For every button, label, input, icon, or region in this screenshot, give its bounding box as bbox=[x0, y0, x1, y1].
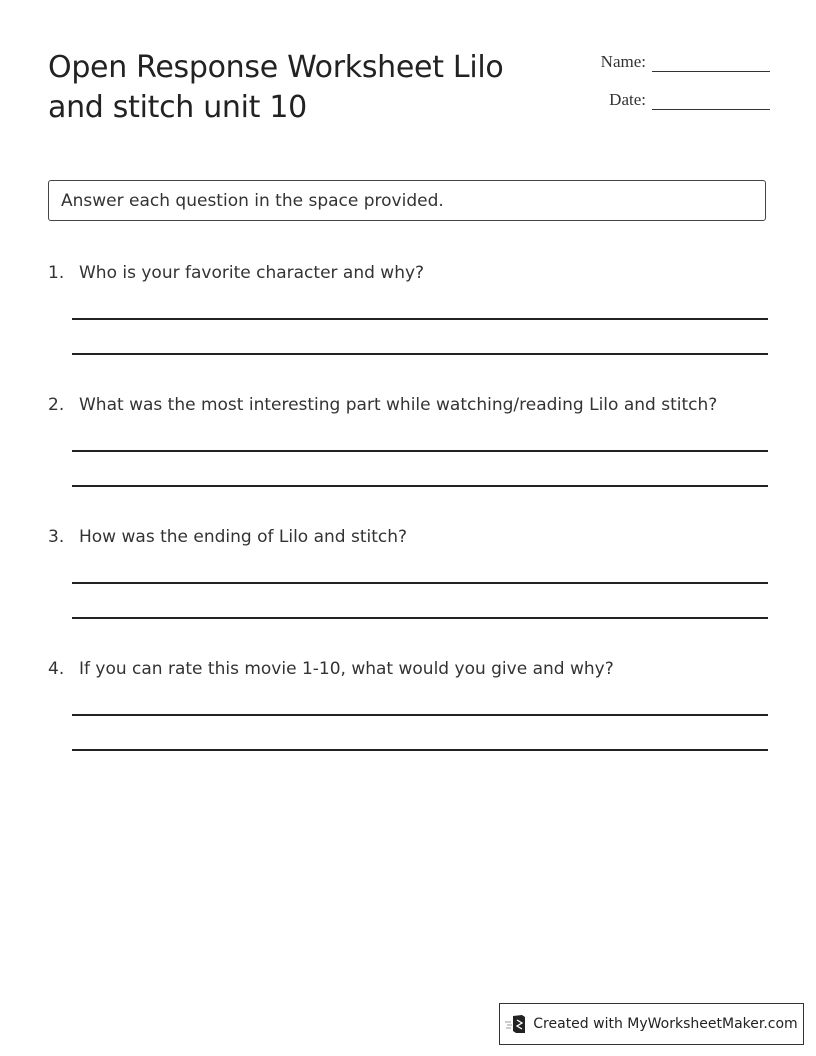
worksheet-title: Open Response Worksheet Lilo and stitch unit 10 bbox=[48, 50, 504, 125]
answer-line[interactable] bbox=[72, 582, 768, 584]
worksheet-logo-icon bbox=[505, 1014, 527, 1034]
question-3 bbox=[48, 527, 768, 547]
question-text: What was the most interesting part while watching/reading Lilo and stitch? bbox=[79, 395, 718, 415]
question-2 bbox=[48, 395, 768, 415]
date-field[interactable] bbox=[652, 91, 770, 110]
answer-line[interactable] bbox=[72, 714, 768, 716]
name-label: Name: bbox=[600, 52, 646, 71]
question-1 bbox=[48, 263, 768, 283]
name-field[interactable] bbox=[652, 53, 770, 72]
question-text: Who is your favorite character and why? bbox=[79, 263, 425, 283]
date-label: Date: bbox=[609, 90, 646, 109]
footer-badge[interactable] bbox=[499, 1003, 804, 1045]
question-number: 2. bbox=[48, 395, 65, 415]
question-number: 3. bbox=[48, 527, 65, 547]
answer-line[interactable] bbox=[72, 749, 768, 751]
answer-line[interactable] bbox=[72, 353, 768, 355]
question-text: How was the ending of Lilo and stitch? bbox=[79, 527, 408, 547]
answer-line[interactable] bbox=[72, 318, 768, 320]
answer-line[interactable] bbox=[72, 617, 768, 619]
answer-line[interactable] bbox=[72, 485, 768, 487]
footer-text: Created with MyWorksheetMaker.com bbox=[533, 1016, 798, 1032]
question-number: 4. bbox=[48, 659, 65, 679]
answer-line[interactable] bbox=[72, 450, 768, 452]
date-row bbox=[609, 90, 770, 110]
question-text: If you can rate this movie 1-10, what would you give and why? bbox=[79, 659, 614, 679]
question-4 bbox=[48, 659, 768, 679]
instructions-box: Answer each question in the space provided. bbox=[48, 180, 766, 221]
question-number: 1. bbox=[48, 263, 65, 283]
name-row bbox=[601, 52, 770, 72]
